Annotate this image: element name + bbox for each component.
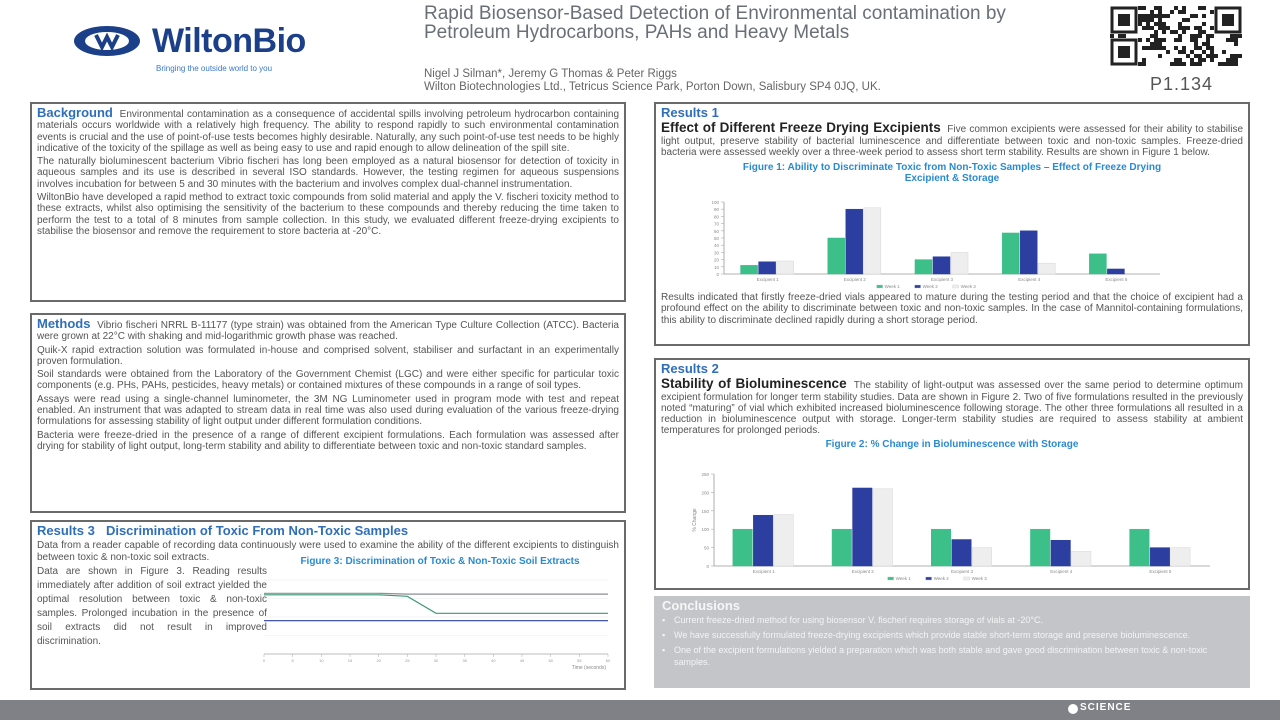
bar [915,260,932,274]
qr-module [1174,58,1178,62]
qr-module [1206,38,1210,42]
author-affiliation: Wilton Biotechnologies Ltd., Tetricus Science Park, Porton Down, Salisbury SP4 0JQ, UK. [424,81,881,93]
methods-text-2: Quik-X rapid extraction solution was formulated in-house and comprised solvent, stabiliser and surfactant in an experimentally proven formulation. [37,344,619,367]
qr-module [1154,30,1158,34]
qr-module [1234,58,1238,62]
figure-3-chart [258,574,618,670]
qr-module [1194,46,1198,50]
qr-module [1230,38,1234,42]
conclusion-item: ▪ One of the excipient formulations yielded a preparation which was both stable and gave good discrimination between toxic & non-toxic samples. [662,644,1242,668]
bar [1130,529,1150,566]
y-tick-label: 0 [716,272,719,277]
qr-module [1154,14,1158,18]
qr-module [1186,54,1190,58]
qr-module [1142,46,1146,50]
qr-module [1178,50,1182,54]
background-text-2: The naturally bioluminescent bacterium Vibrio fischeri has long been employed as a natural biosensor for detection of toxicity in aqueous samples and its use is described in several ISO standards. However, the testing regimen for aqueous suspensions involves incubation for between 5 and 30 minutes with the bacterium and involves complex dual-channel instrumentation. [37,156,619,190]
qr-module [1122,34,1126,38]
x-tick-label: Excipient 4 [1050,569,1073,574]
qr-module [1194,62,1198,66]
qr-module [1210,34,1214,38]
qr-module [1158,18,1162,22]
bar [972,548,992,566]
bar [741,265,758,274]
x-tick-label: 30 [433,658,439,663]
qr-module [1186,26,1190,30]
qr-module [1158,22,1162,26]
bar [864,208,881,274]
qr-module [1174,30,1178,34]
qr-module [1162,22,1166,26]
brand-name: WiltonBio [152,22,306,60]
x-tick-label: Excipient 1 [756,277,779,282]
bar [753,515,773,566]
x-tick-label: 35 [462,658,467,663]
qr-module [1194,42,1198,46]
qr-finder-center [1118,14,1130,26]
methods-text-3: Soil standards were obtained from the Laboratory of the Government Chemist (LGC) and were either specific for particular toxic components (e.g. PHs, PAHs, pesticides, heavy metals) or contained mixtures of these compounds in a range of soil types. [37,369,619,392]
x-tick-label: Excipient 3 [950,569,974,574]
qr-module [1158,26,1162,30]
background-text-1: Environmental contamination as a consequence of accidental spills involving petroleum hydrocarbon containing materials occurs worldwide with a relatively high frequency. The ability to respond rapidly to such environmental contamination events is crucial and the use of point-of-use tests becomes highly desirable. Naturally, any such point-of-use test needs to be highly indicative of the toxicity of the spillage as well as being easy to use and rapid enough to allow delineation of the spill site. [37,109,620,154]
bar [777,261,794,274]
qr-module [1110,34,1114,38]
bar [1020,231,1037,274]
results2-subheading: Stability of Bioluminescence [661,376,847,392]
x-tick-label: 45 [519,658,525,663]
legend-label: Week 3 [971,576,987,581]
qr-module [1138,38,1142,42]
qr-module [1150,10,1154,14]
qr-module [1194,34,1198,38]
poster-code: P1.134 [1150,74,1214,94]
background-panel [30,102,626,302]
x-tick-label: 55 [577,658,582,663]
qr-module [1166,26,1170,30]
poster-title: Rapid Biosensor-Based Detection of Environmental contamination by Petroleum Hydrocarbons, PAHs and Heavy Metals [424,3,1006,43]
qr-module [1230,62,1234,66]
qr-module [1202,6,1206,10]
conclusion-item: ▪ Current freeze-dried method for using biosensor V. fischeri requires storage of vials at -20°C. [662,614,1242,626]
qr-module [1118,34,1122,38]
qr-module [1234,54,1238,58]
x-tick-label: 40 [491,658,496,663]
qr-module [1222,62,1226,66]
qr-module [1146,22,1150,26]
qr-module [1234,38,1238,42]
qr-module [1166,14,1170,18]
y-tick-label: 0 [706,564,709,569]
legend-swatch [915,285,921,288]
bar [853,488,873,566]
qr-module [1198,54,1202,58]
qr-module [1174,6,1178,10]
x-tick-label: Excipient 5 [1149,569,1172,574]
qr-module [1154,22,1158,26]
qr-module [1190,50,1194,54]
qr-module [1138,14,1142,18]
poster-authors [424,68,1024,94]
qr-module [1150,26,1154,30]
results1-text-1: Five common excipients were assessed for their ability to stabilise light output, preserve stability of bacterial luminescence and differentiate between toxic and non-toxic samples. Freeze-dried bacteria were assessed weekly over a three-week period to assess short term stability. Results are shown in Figure 1 below. [661,124,1244,158]
bar [1002,233,1019,274]
footer-brand[interactable]: SCIENCE [1080,702,1132,713]
qr-module [1158,38,1162,42]
bar [952,540,972,566]
qr-module [1162,14,1166,18]
y-tick-label: 100 [711,200,719,205]
bar [933,257,950,274]
qr-module [1230,54,1234,58]
y-tick-label: 200 [701,490,709,496]
qr-module [1194,54,1198,58]
results2-text-1: The stability of light-output was assessed over the same period to determine optimum excipient formulation for longer term stability studies. Data are shown in Figure 2. Two of five formulations resulted in the previously noted “maturing” of vial which exhibited increased bioluminescence following storage. The other three formulations all resulted in a reduction in bioluminescence output with storage. Longer-term stability studies are required to assess stability at ambient temperatures for prolonged periods. [661,380,1243,437]
qr-module [1138,22,1142,26]
qr-module [1182,50,1186,54]
x-axis-label: Time (seconds) [571,665,606,670]
x-tick-label: Excipient 2 [843,277,866,282]
qr-module [1182,30,1186,34]
qr-module [1146,38,1150,42]
qr-module [1154,38,1158,42]
qr-module [1158,14,1162,18]
qr-module [1226,58,1230,62]
qr-module [1210,46,1214,50]
results3-text-2: Data are shown in Figure 3. Reading results immediately after addition of soil extract yielded the optimal resolution between toxic & non-toxic samples. Prolonged incubation in the presence of soil extracts did not result in improved discrimination. [37,565,267,647]
qr-module [1238,54,1242,58]
qr-module [1186,18,1190,22]
figure-1-caption: Figure 1: Ability to Discriminate Toxic from Non-Toxic Samples – Effect of Freeze Drying Excipient & Storage [742,162,1162,185]
figure-3-caption: Figure 3: Discrimination of Toxic & Non-Toxic Soil Extracts [300,556,580,567]
footer-circle-icon [1066,700,1080,718]
qr-module [1138,62,1142,66]
qr-module [1202,50,1206,54]
y-axis-label: % Change [692,508,698,532]
qr-module [1182,18,1186,22]
brand-tagline: Bringing the outside world to you [156,64,273,73]
qr-module [1226,38,1230,42]
qr-module [1194,38,1198,42]
x-tick-label: 5 [291,658,294,663]
qr-module [1178,62,1182,66]
x-tick-label: 15 [347,658,353,663]
qr-module [1142,58,1146,62]
conclusion-item: ▪ We have successfully formulated freeze-drying excipients which provide stable short-term storage and preserve bioluminescence. [662,629,1242,641]
qr-module [1182,6,1186,10]
qr-module [1206,46,1210,50]
qr-module [1170,10,1174,14]
x-tick-label: Excipient 3 [930,277,954,282]
qr-module [1198,58,1202,62]
bar [832,529,852,566]
qr-module [1150,18,1154,22]
qr-module [1198,62,1202,66]
qr-module [1142,18,1146,22]
y-tick-label: 250 [701,472,709,477]
results3-heading: Results 3 [37,523,95,538]
y-tick-label: 150 [701,508,709,514]
qr-module [1226,62,1230,66]
y-tick-label: 100 [701,527,709,533]
qr-module [1154,6,1158,10]
background-heading: Background [37,105,113,120]
qr-module [1158,6,1162,10]
qr-module [1166,50,1170,54]
qr-module [1146,18,1150,22]
qr-module [1138,18,1142,22]
qr-module [1170,62,1174,66]
qr-module [1178,58,1182,62]
qr-module [1210,50,1214,54]
qr-module [1142,26,1146,30]
methods-text-4: Assays were read using a single-channel luminometer, the 3M NG Luminometer used in program mode with test and repeat enabled. An instrument that was adapted to stream data in real time was also used during evaluation of the various freeze-drying formulations for assessing stability of light output under different formulation conditions. [37,393,619,428]
qr-module [1230,58,1234,62]
results3-text-1: Data from a reader capable of recording data continuously were used to examine the ability of the different excipients to distinguish between toxic & non-toxic soil extracts. [37,540,619,563]
qr-module [1178,10,1182,14]
qr-module [1198,34,1202,38]
legend-swatch [964,577,970,580]
bar [1171,548,1191,566]
legend-swatch [888,577,894,580]
qr-module [1182,62,1186,66]
qr-module [1142,14,1146,18]
qr-module [1190,38,1194,42]
qr-module [1170,30,1174,34]
qr-code-icon[interactable] [1110,6,1242,66]
qr-module [1158,42,1162,46]
figure-1-chart [700,198,1170,290]
bar [951,252,968,274]
qr-module [1146,46,1150,50]
legend-label: Week 1 [884,284,900,289]
qr-module [1190,34,1194,38]
x-tick-label: 25 [405,658,410,663]
legend-swatch [877,285,883,288]
qr-module [1198,46,1202,50]
qr-finder-center [1222,14,1234,26]
qr-module [1202,30,1206,34]
conclusions-heading: Conclusions [662,598,741,613]
y-tick-label: 50 [713,236,719,241]
qr-finder-center [1118,46,1130,58]
qr-module [1234,62,1238,66]
series-line [264,593,608,594]
qr-module [1178,26,1182,30]
x-tick-label: Excipient 2 [851,569,874,574]
qr-module [1206,54,1210,58]
legend-label: Week 2 [922,284,938,289]
bar [828,238,845,274]
bar [1071,551,1091,566]
bar [1150,548,1170,566]
figure-2-chart [690,470,1220,582]
qr-module [1210,26,1214,30]
qr-module [1154,34,1158,38]
qr-module [1142,62,1146,66]
background-text-3: WiltonBio have developed a rapid method to extract toxic compounds from solid material and apply the V. fischeri toxicity method to these extracts, whilst also optimising the sensitivity of the bacterium to these compounds and thereby reducing the time taken to perform the test to a total of 8 minutes from sample collection. In this study, we evaluated different freeze-drying excipients to stabilise the biosensor and remove the requirement to store bacteria at -20°C. [37,192,619,237]
qr-module [1190,62,1194,66]
qr-module [1198,30,1202,34]
legend-label: Week 1 [895,576,911,581]
x-tick-label: 20 [376,658,381,663]
methods-panel [30,313,626,513]
qr-module [1154,42,1158,46]
qr-module [1234,34,1238,38]
qr-module [1202,58,1206,62]
qr-module [1230,34,1234,38]
series-line [264,595,608,614]
x-tick-label: Excipient 5 [1105,277,1128,282]
qr-module [1150,46,1154,50]
bar [1038,263,1055,274]
qr-module [1158,54,1162,58]
bar [873,489,893,566]
conclusions-panel [654,596,1250,688]
y-tick-label: 50 [703,545,709,551]
y-tick-label: 60 [713,228,719,234]
results1-heading: Results 1 [661,105,719,120]
qr-module [1178,22,1182,26]
qr-module [1182,10,1186,14]
results2-heading: Results 2 [661,361,719,376]
bar [1089,254,1106,274]
results1-subheading: Effect of Different Freeze Drying Excipients [661,120,941,136]
x-tick-label: 60 [605,658,611,663]
qr-module [1202,42,1206,46]
qr-module [1146,26,1150,30]
qr-module [1150,42,1154,46]
x-tick-label: Excipient 4 [1018,277,1041,282]
methods-heading: Methods [37,316,91,331]
y-tick-label: 80 [713,214,719,220]
y-tick-label: 40 [713,243,719,249]
qr-module [1162,30,1166,34]
qr-module [1150,34,1154,38]
bar [1107,269,1124,274]
y-tick-label: 10 [713,264,719,270]
qr-module [1194,26,1198,30]
qr-module [1206,34,1210,38]
legend-swatch [953,285,959,288]
qr-module [1178,38,1182,42]
qr-module [1194,14,1198,18]
qr-module [1190,14,1194,18]
qr-module [1202,22,1206,26]
qr-module [1214,54,1218,58]
qr-module [1210,10,1214,14]
qr-module [1150,14,1154,18]
x-tick-label: 0 [262,658,266,663]
legend-swatch [926,577,932,580]
qr-module [1182,46,1186,50]
qr-module [1218,62,1222,66]
author-list: Nigel J Silman*, Jeremy G Thomas & Peter Riggs [424,68,677,80]
bar [759,262,776,274]
wiltonbio-logo[interactable] [72,22,362,73]
qr-module [1238,34,1242,38]
qr-module [1162,38,1166,42]
bar [774,514,794,566]
y-tick-label: 30 [713,250,719,256]
legend-label: Week 3 [960,284,976,289]
qr-module [1198,6,1202,10]
qr-module [1190,58,1194,62]
qr-module [1154,46,1158,50]
wiltonbio-logo-icon [72,24,142,58]
qr-module [1146,14,1150,18]
bar [846,209,863,274]
methods-text-5: Bacteria were freeze-dried in the presence of a range of different excipient formulations. Each formulation was assessed after drying for stability of light output, long-term stability and ability to differentiate between toxic and non-toxic standard samples. [37,429,619,452]
qr-module [1222,50,1226,54]
qr-module [1182,26,1186,30]
methods-text-1: Vibrio fischeri NRRL B-11177 (type strain) was obtained from the American Type Culture Collection (ATCC). Bacteria were grown at 22°C with shaking and mid-logarithmic growth phase was reached. [37,320,619,343]
qr-module [1162,26,1166,30]
results1-text-2: Results indicated that firstly freeze-dried vials appeared to mature during the testing period and that the choice of excipient had a profound effect on the ability to discriminate between toxic and non-toxic samples. In the case of Mannitol-containing formulations, this ability to discriminate declined rapidly during a short storage period. [661,292,1243,326]
qr-module [1138,6,1142,10]
qr-module [1206,42,1210,46]
results3-subheading: Discrimination of Toxic From Non-Toxic Samples [105,523,409,538]
qr-module [1158,46,1162,50]
qr-module [1234,42,1238,46]
qr-module [1174,38,1178,42]
qr-module [1210,54,1214,58]
y-tick-label: 20 [713,257,719,263]
legend-label: Week 2 [933,576,949,581]
x-tick-label: Excipient 1 [752,569,775,574]
qr-module [1142,6,1146,10]
figure-2-caption: Figure 2: % Change in Bioluminescence with Storage [825,438,1079,450]
qr-module [1178,34,1182,38]
qr-module [1158,10,1162,14]
bar [733,529,753,566]
qr-module [1210,58,1214,62]
qr-module [1174,46,1178,50]
y-tick-label: 90 [713,207,719,213]
qr-module [1162,46,1166,50]
qr-module [1174,62,1178,66]
y-tick-label: 70 [713,221,719,227]
qr-module [1198,26,1202,30]
bar [1030,529,1050,566]
qr-module [1202,14,1206,18]
bar [1051,540,1071,566]
x-tick-label: 50 [548,658,553,663]
x-tick-label: 10 [319,658,324,663]
bar [931,529,951,566]
